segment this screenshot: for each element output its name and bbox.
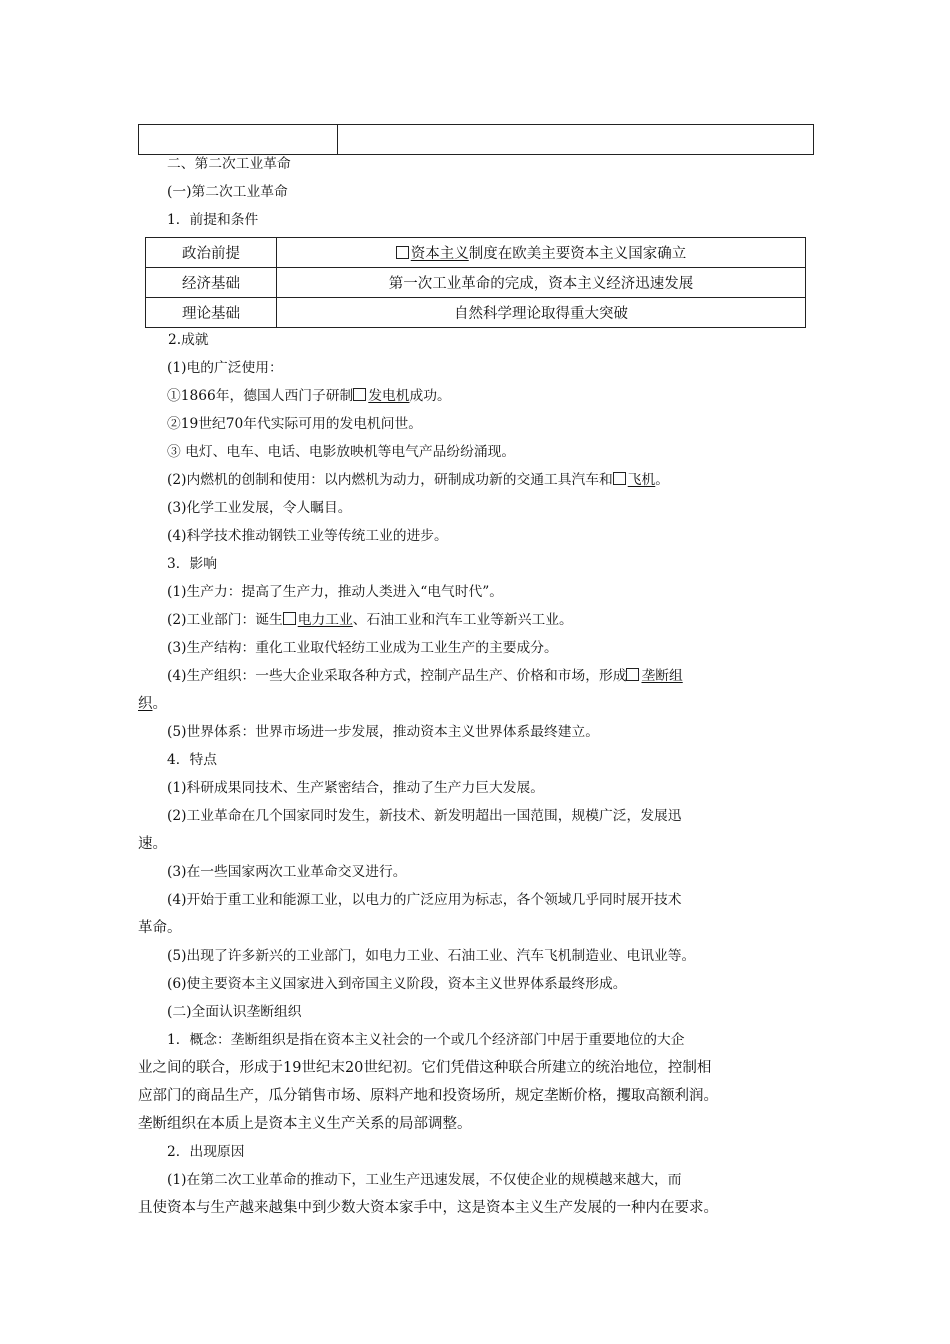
conditions-table: [145, 237, 806, 328]
text: 成功。: [409, 388, 451, 404]
table-row: [146, 268, 806, 298]
blank-box-icon: [396, 246, 409, 259]
fill-answer: 飞机: [627, 472, 656, 488]
list-item: (1)生产力：提高了生产力，推动人类进入“电气时代”。: [167, 584, 504, 600]
fill-answer: 电力工业: [297, 612, 353, 628]
list-item: (5)出现了许多新兴的工业部门，如电力工业、石油工业、汽车飞机制造业、电讯业等。: [167, 948, 696, 964]
list-item: (1)科研成果同技术、生产紧密结合，推动了生产力巨大发展。: [167, 780, 544, 796]
text: ①1866年，德国人西门子研制: [167, 388, 354, 404]
condition-key: 经济基础: [146, 268, 277, 298]
list-item: (4)开始于重工业和能源工业，以电力的广泛应用为标志，各个领域几乎同时展开技术: [167, 892, 682, 908]
list-item: ②19世纪70年代实际可用的发电机问世。: [167, 416, 422, 432]
table-row: [146, 298, 806, 328]
list-item: (4)科学技术推动钢铁工业等传统工业的进步。: [167, 528, 448, 544]
fill-answer: 织: [138, 696, 153, 712]
paragraph-line: 垄断组织在本质上是资本主义生产关系的局部调整。: [138, 1116, 472, 1132]
heading-causes: 2．出现原因: [167, 1144, 245, 1160]
list-item: (6)使主要资本主义国家进入到帝国主义阶段，资本主义世界体系最终形成。: [167, 976, 627, 992]
paragraph-line: 且使资本与生产越来越集中到少数大资本家手中，这是资本主义生产发展的一种内在要求。: [138, 1200, 718, 1216]
condition-text: 制度在欧美主要资本主义国家确立: [468, 246, 687, 262]
paragraph-line: 业之间的联合，形成于19世纪末20世纪初。它们凭借这种联合所建立的统治地位，控制相: [138, 1060, 712, 1076]
list-item: (3)化学工业发展，令人瞩目。: [167, 500, 352, 516]
list-item: (2)工业革命在几个国家同时发生，新技术、新发明超出一国范围，规模广泛，发展迅: [167, 808, 682, 824]
condition-value: [277, 238, 806, 268]
list-item: [138, 606, 843, 634]
table-row: [146, 238, 806, 268]
blank-box-icon: [283, 612, 296, 625]
condition-value: 自然科学理论取得重大突破: [277, 298, 806, 328]
blank-box-icon: [353, 388, 366, 401]
condition-key: 理论基础: [146, 298, 277, 328]
blank-box-icon: [613, 472, 626, 485]
paragraph-line: (1)在第二次工业革命的推动下，工业生产迅速发展，不仅使企业的规模越来越大，而: [167, 1172, 682, 1188]
text: (2)内燃机的创制和使用：以内燃机为动力，研制成功新的交通工具汽车和: [167, 472, 613, 488]
subsection-title: (二)全面认识垄断组织: [167, 1004, 302, 1020]
heading-features: 4．特点: [167, 752, 217, 768]
list-item: (5)世界体系：世界市场进一步发展，推动资本主义世界体系最终建立。: [167, 724, 599, 740]
section-title: 二、第二次工业革命: [167, 156, 291, 172]
subsection-title: (一)第二次工业革命: [167, 184, 288, 200]
text: 、石油工业和汽车工业等新兴工业。: [352, 612, 573, 628]
text: 。: [152, 696, 167, 712]
heading-conditions: 1．前提和条件: [167, 212, 259, 228]
list-item: [138, 466, 843, 494]
heading-achievements: 2.成就: [168, 332, 209, 348]
text: (4)生产组织：一些大企业采取各种方式，控制产品生产、价格和市场，形成: [167, 668, 627, 684]
text: 。: [655, 472, 670, 488]
list-item: (1)电的广泛使用：: [167, 360, 283, 376]
list-item: (3)在一些国家两次工业革命交叉进行。: [167, 864, 407, 880]
fill-answer: 发电机: [368, 388, 410, 404]
list-item: (3)生产结构：重化工业取代轻纺工业成为工业生产的主要成分。: [167, 640, 558, 656]
list-item-continued: [138, 690, 814, 718]
condition-value: 第一次工业革命的完成，资本主义经济迅速发展: [277, 268, 806, 298]
list-item-continued: 速。: [138, 836, 167, 852]
list-item: [138, 662, 843, 690]
text: (2)工业部门：诞生: [167, 612, 283, 628]
paragraph-line: 应部门的商品生产，瓜分销售市场、原料产地和投资场所，规定垄断价格，攫取高额利润。: [138, 1088, 718, 1104]
fill-answer: 垄断组: [641, 668, 683, 684]
list-item-continued: 革命。: [138, 920, 182, 936]
fill-answer: 资本主义: [410, 246, 469, 262]
heading-impact: 3．影响: [167, 556, 217, 572]
blank-box-icon: [626, 668, 639, 681]
list-item: ③ 电灯、电车、电话、电影放映机等电气产品纷纷涌现。: [167, 444, 516, 460]
list-item: [138, 382, 843, 410]
paragraph-line: 1．概念：垄断组织是指在资本主义社会的一个或几个经济部门中居于重要地位的大企: [167, 1032, 685, 1048]
condition-key: 政治前提: [146, 238, 277, 268]
